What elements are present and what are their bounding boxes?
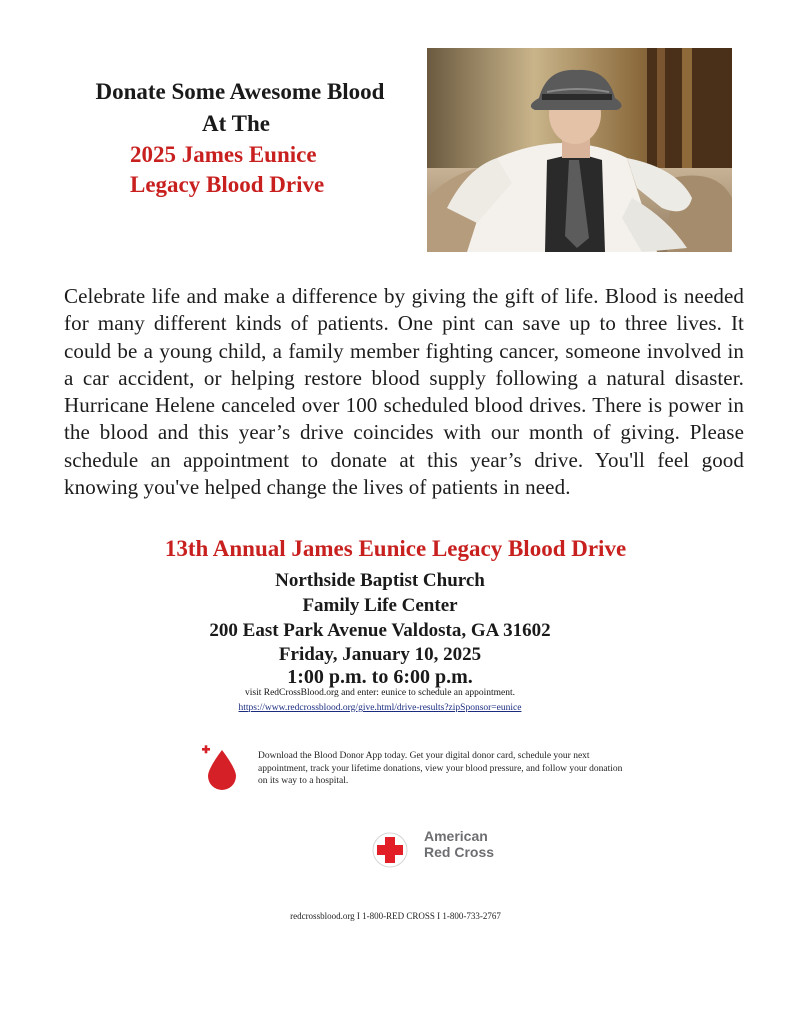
drive-title: 13th Annual James Eunice Legacy Blood Drive xyxy=(164,536,627,561)
event-date: Friday, January 10, 2025 xyxy=(278,644,482,665)
headline-drive-year: 2025 James Eunice xyxy=(130,142,317,167)
event-time: 1:00 p.m. to 6:00 p.m. xyxy=(287,666,473,688)
appeal-paragraph: Celebrate life and make a difference by giving the gift of life. Blood is needed for many different kinds of patients. One pint can save up to three lives. It could be a young child, a family member fighting cancer, someone involved in a car accident, or helping restore blood supply following a natural disaster. Hurricane Helene canceled over 100 scheduled blood drives. There is power in the blood and this year’s drive coincides with our month of giving. Please schedule an appointment to donate at this year’s drive. You'll feel good knowing you've helped change the lives of patients in need. xyxy=(64,284,744,500)
american-red-cross-logo xyxy=(372,828,522,868)
schedule-instructions: visit RedCrossBlood.org and enter: eunice to schedule an appointment. xyxy=(245,688,515,698)
headline-drive-name: Legacy Blood Drive xyxy=(130,172,325,197)
portrait-photo xyxy=(427,48,732,252)
logo-line-1: American xyxy=(424,828,488,844)
logo-wordmark xyxy=(424,828,494,860)
venue-hall: Family Life Center xyxy=(302,595,458,616)
headline-line-2: At The xyxy=(202,111,270,136)
red-cross-icon xyxy=(372,832,408,868)
headline-line-1: Donate Some Awesome Blood xyxy=(95,79,385,104)
contact-footer: redcrossblood.org I 1-800-RED CROSS I 1-800-733-2767 xyxy=(290,911,501,921)
headline-block xyxy=(40,76,440,200)
app-promo-text: Download the Blood Donor App today. Get your digital donor card, schedule your next appointment, track your lifetime donations, view your blood pressure, and follow your donation on its way to a hospital. xyxy=(258,751,623,786)
schedule-link-wrap xyxy=(40,703,720,713)
schedule-link[interactable]: https://www.redcrossblood.org/give.html/drive-results?zipSponsor=eunice xyxy=(238,703,522,713)
blood-drop-icon xyxy=(198,744,238,790)
logo-line-2: Red Cross xyxy=(424,844,495,860)
venue-address: 200 East Park Avenue Valdosta, GA 31602 xyxy=(209,620,551,641)
venue-name: Northside Baptist Church xyxy=(275,570,485,591)
